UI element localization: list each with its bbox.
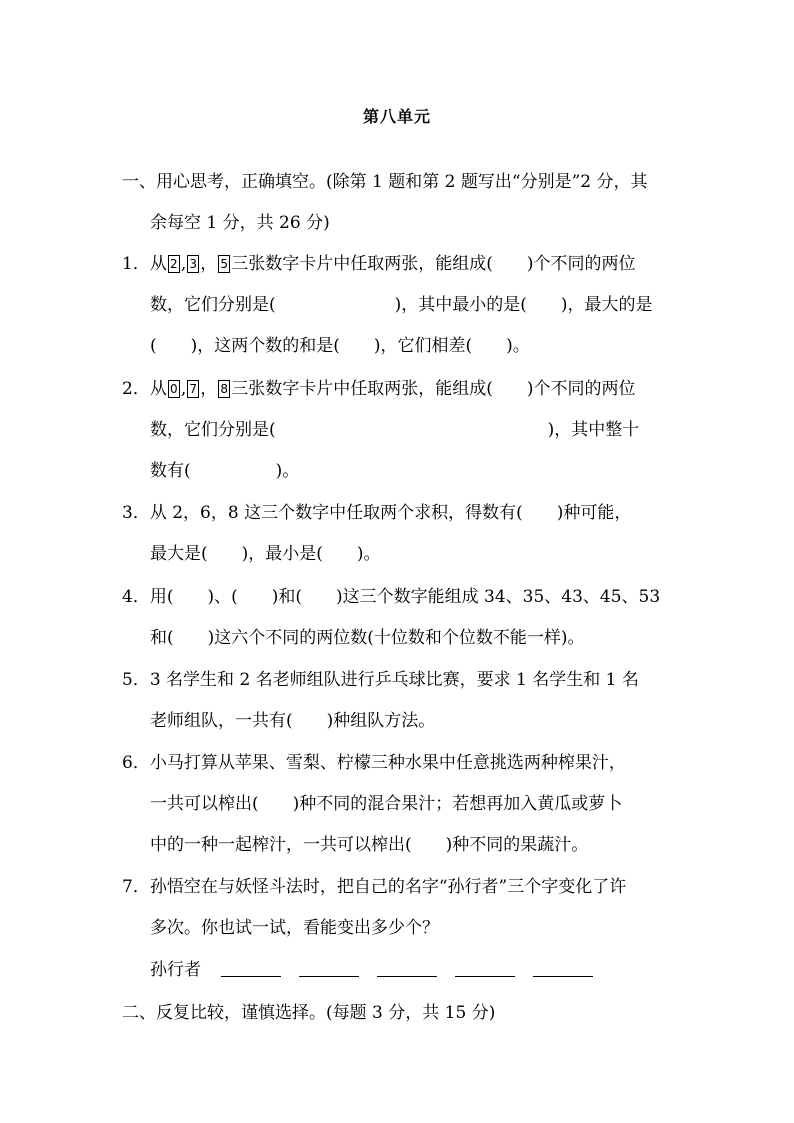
separator: ， [200, 379, 218, 399]
answer-blank[interactable] [377, 958, 437, 977]
question-7-line2: 多次。你也试一试，看能变出多少个？ [150, 918, 439, 938]
question-5-line1: 5．3 名学生和 2 名老师组队进行乒乓球比赛，要求 1 名学生和 1 名 [122, 670, 639, 690]
answer-blank[interactable] [455, 958, 515, 977]
question-3-line1: 3．从 2，6，8 这三个数字中任取两个求积，得数有( )种可能， [122, 503, 632, 523]
separator: , [180, 254, 187, 274]
number-card: 3 [187, 255, 199, 273]
separator: ， [200, 254, 218, 274]
section2-header: 二、反复比较，谨慎选择。(每题 3 分，共 15 分) [122, 1003, 496, 1023]
answer-blank[interactable] [533, 958, 593, 977]
question-1-prefix: 1．从 [122, 254, 167, 274]
question-2-prefix: 2．从 [122, 379, 167, 399]
question-7-answer-row [150, 958, 794, 982]
number-card: 7 [187, 380, 199, 398]
question-6-line3: 中的一种一起榨汁，一共可以榨出( )种不同的果蔬汁。 [150, 835, 589, 855]
answer-blank[interactable] [221, 958, 281, 977]
question-2-line3: 数有( )。 [150, 461, 300, 481]
question-5-line2: 老师组队，一共有( )种组队方法。 [150, 711, 436, 731]
number-card: 8 [218, 380, 230, 398]
number-card: 2 [168, 255, 180, 273]
question-4-line1: 4．用( )、( )和( )这三个数字能组成 34、35、43、45、53 [122, 587, 661, 607]
question-2-text: 三张数字卡片中任取两张，能组成( )个不同的两位 [231, 379, 636, 399]
number-card: 0 [168, 380, 180, 398]
question-1-line1 [122, 252, 794, 276]
question-1-line2: 数，它们分别是( )，其中最小的是( )，最大的是 [150, 295, 653, 315]
question-6-line1: 6．小马打算从苹果、雪梨、柠檬三种水果中任意挑选两种榨果汁， [122, 753, 626, 773]
answer-label: 孙行者 [150, 960, 201, 980]
section1-header-line2: 余每空 1 分，共 26 分) [150, 213, 330, 233]
question-2-line2: 数，它们分别是( )，其中整十 [150, 420, 640, 440]
number-card: 5 [218, 255, 230, 273]
page-title: 第八单元 [362, 107, 431, 126]
question-1-text: 三张数字卡片中任取两张，能组成( )个不同的两位 [231, 254, 636, 274]
question-3-line2: 最大是( )，最小是( )。 [150, 544, 381, 564]
question-4-line2: 和( )这六个不同的两位数(十位数和个位数不能一样)。 [150, 628, 585, 648]
question-2-line1 [122, 377, 794, 401]
separator: , [180, 379, 187, 399]
question-1-line3: ( )，这两个数的和是( )，它们相差( )。 [150, 336, 530, 356]
answer-blank[interactable] [299, 958, 359, 977]
section1-header-line1: 一、用心思考，正确填空。(除第 1 题和第 2 题写出“分别是”2 分，其 [122, 172, 648, 192]
question-7-line1: 7．孙悟空在与妖怪斗法时，把自己的名字“孙行者”三个字变化了许 [122, 877, 627, 897]
question-6-line2: 一共可以榨出( )种不同的混合果汁；若想再加入黄瓜或萝卜 [150, 794, 623, 814]
